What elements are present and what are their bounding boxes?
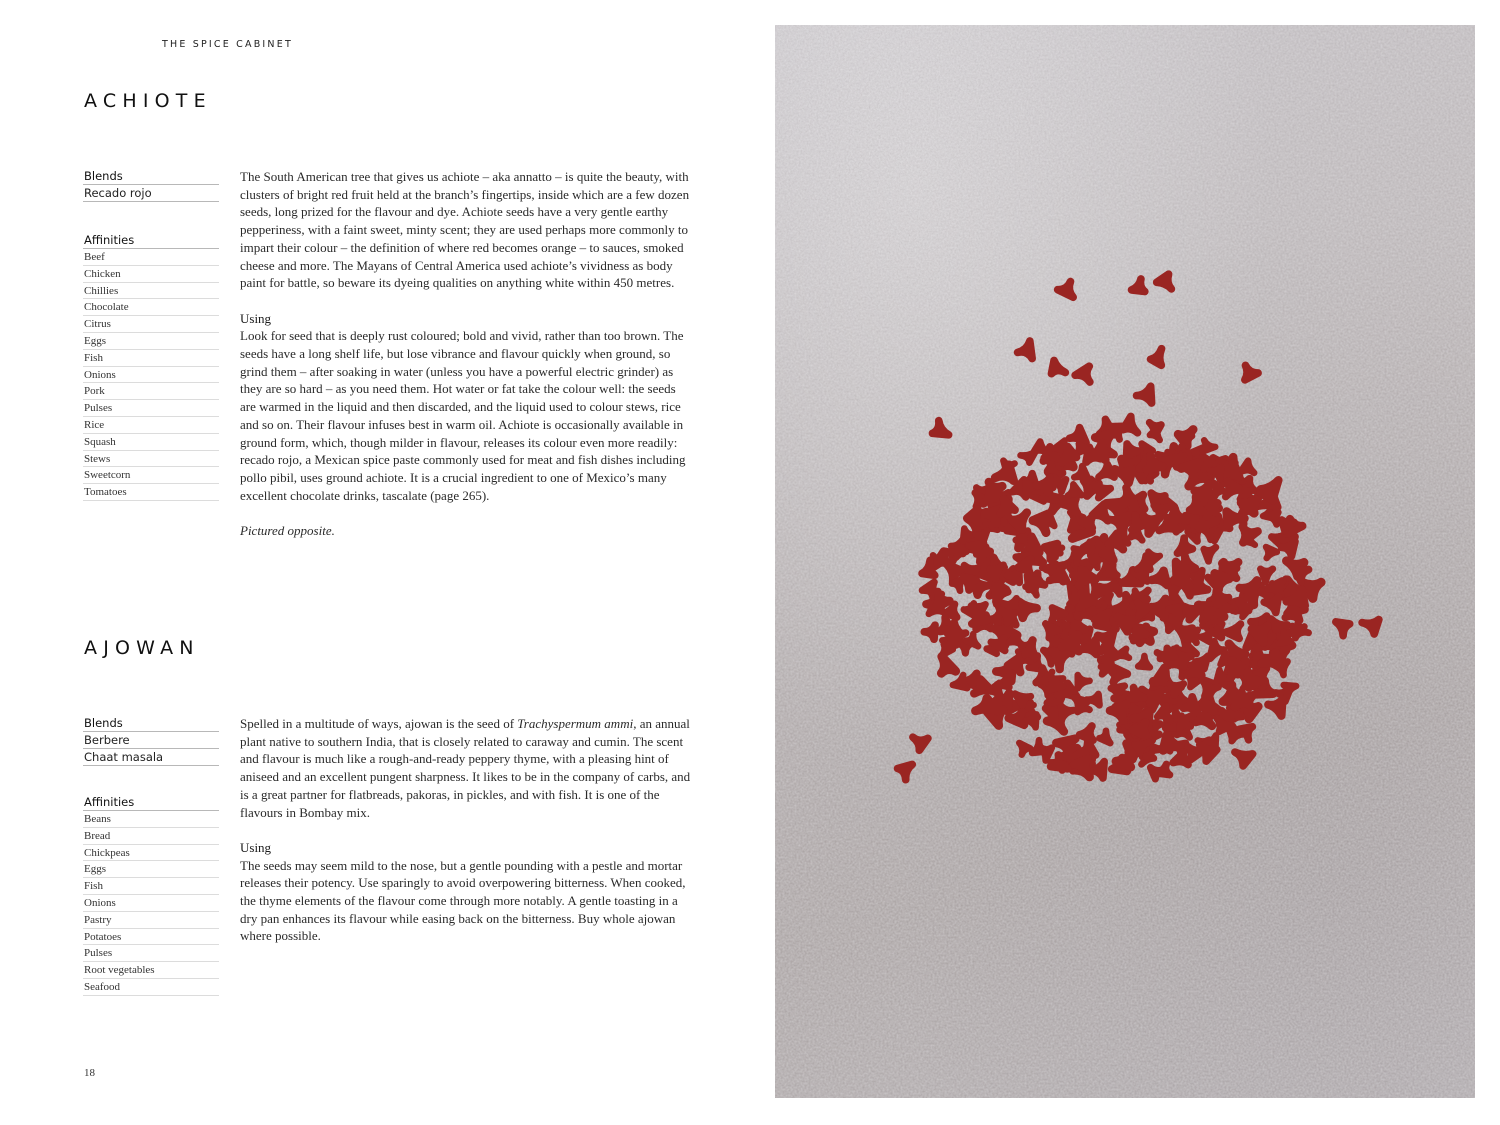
affinity-item: Eggs xyxy=(83,333,219,350)
using-heading: Using xyxy=(240,310,272,326)
affinity-item: Tomatoes xyxy=(83,484,219,501)
blend-item: Chaat masala xyxy=(83,749,219,766)
affinities-heading: Affinities xyxy=(83,232,219,249)
affinity-item: Beef xyxy=(83,249,219,266)
affinity-item: Sweetcorn xyxy=(83,467,219,484)
achiote-seeds-photo xyxy=(775,25,1475,1098)
photo-illustration xyxy=(775,25,1475,1098)
affinity-item: Chocolate xyxy=(83,299,219,316)
affinity-item: Pork xyxy=(83,383,219,400)
affinity-item: Eggs xyxy=(83,861,219,878)
running-head: THE SPICE CABINET xyxy=(162,39,293,50)
affinity-item: Chicken xyxy=(83,266,219,283)
pictured-note: Pictured opposite. xyxy=(240,523,335,539)
sidebar-achiote xyxy=(83,168,219,501)
using-paragraph: The seeds may seem mild to the nose, but a gentle pounding with a pestle and mortar releases their potency. Use sparingly to avoid overpowering bitterness. When cooked, the thyme elements of the flavour come through more notably. A gentle toasting in a dry pan enhances its flavour while easing back on the bitterness. Buy whole ajowan where possible. xyxy=(240,857,686,944)
blend-item: Recado rojo xyxy=(83,185,219,202)
affinity-item: Stews xyxy=(83,451,219,468)
affinity-item: Seafood xyxy=(83,979,219,996)
using-heading: Using xyxy=(240,839,272,855)
latin-name: Trachyspermum ammi xyxy=(517,716,634,731)
affinity-item: Potatoes xyxy=(83,929,219,946)
affinity-item: Rice xyxy=(83,417,219,434)
affinity-item: Pulses xyxy=(83,400,219,417)
intro-paragraph: The South American tree that gives us achiote – aka annatto – is quite the beauty, with clusters of bright red fruit held at the branch’s fingertips, inside which are a few dozen seeds, long prized for the flavour and dye. Achiote seeds have a very gentle earthy pepperiness, with a faint sweet, minty scent; they are used perhaps more commonly to impart their colour – the definition of where red becomes orange – to sauces, smoked cheese and more. The Mayans of Central America used achiote’s vividness as body paint for battle, so beware its dyeing qualities on anything white within 450 metres. xyxy=(240,169,690,291)
affinity-item: Beans xyxy=(83,811,219,828)
affinity-item: Onions xyxy=(83,895,219,912)
affinity-item: Pulses xyxy=(83,945,219,962)
affinity-item: Fish xyxy=(83,878,219,895)
body-achiote xyxy=(240,168,692,540)
affinity-item: Root vegetables xyxy=(83,962,219,979)
affinities-heading: Affinities xyxy=(83,794,219,811)
intro-paragraph: Spelled in a multitude of ways, ajowan is the seed of Trachyspermum ammi, an annual plant native to southern India, that is closely related to caraway and cumin. The scent and flavour is much like a rough-and-ready peppery thyme, with a pleasing hint of aniseed and an excellent pungent sharpness. It likes to be in the company of carbs, and is a great partner for flatbreads, pakoras, in pickles, and with fish. It is one of the flavours in Bombay mix. xyxy=(240,716,691,820)
affinity-item: Citrus xyxy=(83,316,219,333)
entry-title-ajowan: AJOWAN xyxy=(84,637,200,659)
blends-heading: Blends xyxy=(83,715,219,732)
entry-title-achiote: ACHIOTE xyxy=(84,90,212,112)
body-ajowan xyxy=(240,715,692,945)
affinity-item: Fish xyxy=(83,350,219,367)
affinity-item: Pastry xyxy=(83,912,219,929)
affinity-item: Chickpeas xyxy=(83,845,219,862)
page-number: 18 xyxy=(84,1067,95,1079)
affinity-item: Chillies xyxy=(83,283,219,300)
sidebar-ajowan xyxy=(83,715,219,996)
blends-heading: Blends xyxy=(83,168,219,185)
blend-item: Berbere xyxy=(83,732,219,749)
using-paragraph: Look for seed that is deeply rust coloured; bold and vivid, rather than too brown. The seeds have a long shelf life, but lose vibrance and flavour quickly when ground, so grind them – after soaking in water (unless you have a powerful electric grinder) as they are so hard – as you need them. Hot water or fat take the colour well: the seeds are warmed in the liquid and then discarded, and the liquid used to colour stews, rice and so on. Their flavour infuses best in warm oil. Achiote is occasionally available in ground form, which, though milder in flavour, releases its colour even more readily: recado rojo, a Mexican spice paste commonly used for meat and fish dishes including pollo pibil, uses ground achiote. It is a crucial ingredient to one of Mexico’s many excellent chocolate drinks, tascalate (page 265). xyxy=(240,328,686,503)
affinity-item: Onions xyxy=(83,367,219,384)
affinity-item: Squash xyxy=(83,434,219,451)
affinity-item: Bread xyxy=(83,828,219,845)
